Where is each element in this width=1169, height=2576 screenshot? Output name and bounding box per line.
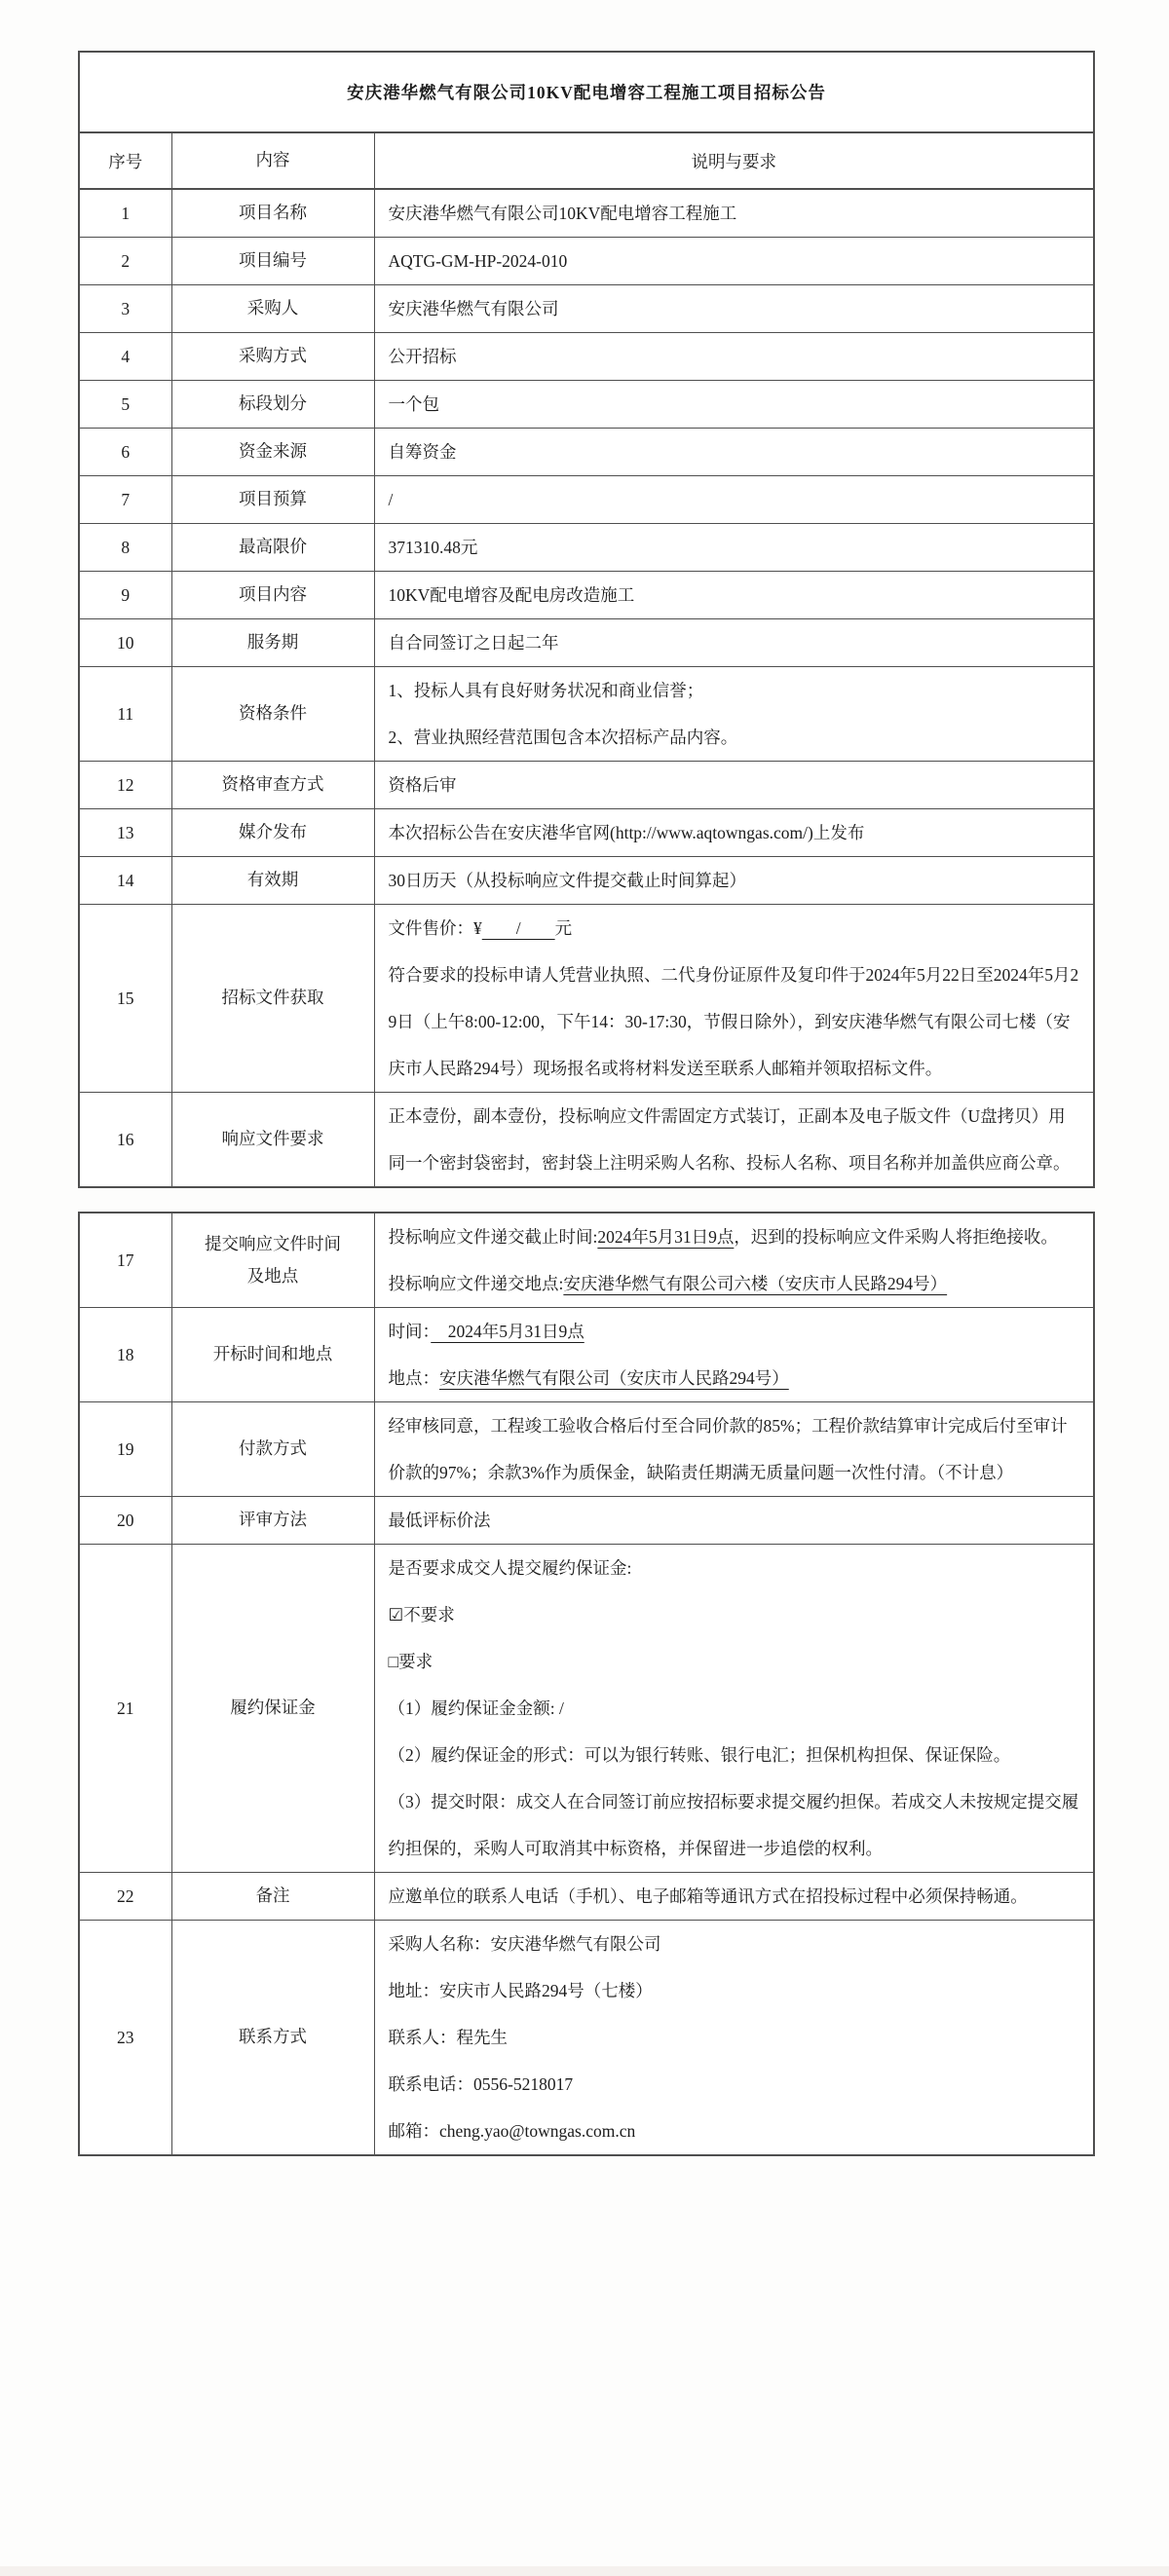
row-description	[374, 1497, 1094, 1545]
row-label: 评审方法	[171, 1497, 374, 1545]
row-number: 19	[79, 1402, 171, 1497]
text-segment: 采购人名称：安庆港华燃气有限公司	[388, 1934, 661, 1954]
row-number: 15	[79, 905, 171, 1093]
table-header-row	[79, 132, 1094, 189]
table-row	[79, 285, 1094, 333]
table-row	[79, 1093, 1094, 1188]
description-paragraph	[389, 1308, 1080, 1355]
text-segment: （3）提交时限：成交人在合同签订前应按招标要求提交履约担保。若成交人未按规定提交履约担保的，采购人可取消其中标资格，并保留进一步追偿的权利。	[388, 1792, 1079, 1858]
description-paragraph	[389, 1921, 1080, 1967]
text-segment: ☑不要求	[388, 1605, 455, 1624]
table-row	[79, 1873, 1094, 1921]
tender-table-continued	[78, 1212, 1095, 2156]
row-label: 项目编号	[171, 238, 374, 285]
row-label: 资格审查方式	[171, 762, 374, 809]
description-paragraph	[389, 476, 1080, 523]
tender-table-main	[78, 51, 1095, 1188]
text-segment: （2）履约保证金的形式：可以为银行转账、银行电汇；担保机构担保、保证保险。	[388, 1745, 1011, 1765]
column-header-no: 序号	[79, 132, 171, 189]
text-segment: 元	[554, 918, 573, 938]
row-description	[374, 762, 1094, 809]
row-label: 采购方式	[171, 333, 374, 381]
row-label: 有效期	[171, 857, 374, 905]
row-number: 2	[79, 238, 171, 285]
description-paragraph	[389, 1355, 1080, 1401]
text-segment: 安庆港华燃气有限公司10KV配电增容工程施工	[388, 204, 737, 223]
row-description	[374, 809, 1094, 857]
row-description	[374, 1213, 1094, 1308]
description-paragraph	[389, 2061, 1080, 2108]
row-label: 资格条件	[171, 667, 374, 762]
table-row	[79, 1213, 1094, 1308]
row-label: 最高限价	[171, 524, 374, 572]
underlined-text: 安庆港华燃气有限公司（安庆市人民路294号）	[439, 1368, 789, 1388]
row-number: 13	[79, 809, 171, 857]
row-description	[374, 429, 1094, 476]
row-description	[374, 333, 1094, 381]
text-segment: /	[388, 490, 394, 509]
description-paragraph	[389, 1873, 1080, 1920]
row-label: 项目名称	[171, 189, 374, 238]
row-number: 3	[79, 285, 171, 333]
text-segment: 时间：	[388, 1322, 432, 1341]
table-row	[79, 381, 1094, 429]
row-number: 4	[79, 333, 171, 381]
description-paragraph	[389, 905, 1080, 952]
table-row	[79, 1921, 1094, 2156]
text-segment: 10KV配电增容及配电房改造施工	[388, 585, 635, 605]
table-row	[79, 1402, 1094, 1497]
row-description	[374, 857, 1094, 905]
text-segment: 符合要求的投标申请人凭营业执照、二代身份证原件及复印件于2024年5月22日至2024年5月29日（上午8:00-12:00，下午14：30-17:30，节假日除外），到安庆港华燃气有限公司七楼（安庆市人民路294号）现场报名或将材料发送至联系人邮箱并领取招标文件。	[388, 965, 1079, 1078]
description-paragraph	[389, 524, 1080, 571]
text-segment: 最低评标价法	[388, 1511, 491, 1530]
description-paragraph	[389, 1591, 1080, 1638]
table-row	[79, 905, 1094, 1093]
row-number: 18	[79, 1308, 171, 1402]
table-row	[79, 476, 1094, 524]
row-number: 6	[79, 429, 171, 476]
description-paragraph	[389, 429, 1080, 475]
description-paragraph	[389, 809, 1080, 856]
description-paragraph	[389, 1638, 1080, 1685]
text-segment: 一个包	[388, 394, 439, 414]
text-segment: 自合同签订之日起二年	[388, 633, 559, 653]
text-segment: 邮箱：cheng.yao@towngas.com.cn	[388, 2121, 636, 2141]
row-label: 提交响应文件时间及地点	[171, 1213, 374, 1308]
row-description	[374, 1873, 1094, 1921]
row-number: 16	[79, 1093, 171, 1188]
row-label: 响应文件要求	[171, 1093, 374, 1188]
row-number: 23	[79, 1921, 171, 2156]
text-segment: 正本壹份，副本壹份，投标响应文件需固定方式装订，正副本及电子版文件（U盘拷贝）用同一个密封袋密封，密封袋上注明采购人名称、投标人名称、项目名称并加盖供应商公章。	[388, 1106, 1071, 1173]
text-segment: 公开招标	[388, 347, 457, 366]
table-row	[79, 1497, 1094, 1545]
text-segment: 本次招标公告在安庆港华官网(http://www.aqtowngas.com/)上发布	[388, 823, 865, 842]
row-label: 备注	[171, 1873, 374, 1921]
row-number: 9	[79, 572, 171, 619]
text-segment: 资格后审	[388, 775, 457, 795]
text-segment: 是否要求成交人提交履约保证金:	[388, 1558, 632, 1578]
row-number: 12	[79, 762, 171, 809]
description-paragraph	[389, 619, 1080, 666]
description-paragraph	[389, 714, 1080, 761]
description-paragraph	[389, 572, 1080, 618]
table-row	[79, 1545, 1094, 1873]
underlined-text: 2024年5月31日9点	[597, 1227, 735, 1247]
text-segment: 2、营业执照经营范围包含本次招标产品内容。	[388, 728, 738, 747]
column-header-desc: 说明与要求	[374, 132, 1094, 189]
row-description	[374, 1402, 1094, 1497]
table-row	[79, 572, 1094, 619]
text-segment: 应邀单位的联系人电话（手机）、电子邮箱等通讯方式在招投标过程中必须保持畅通。	[388, 1886, 1028, 1906]
row-description	[374, 1921, 1094, 2156]
text-segment: 自筹资金	[388, 442, 457, 462]
row-number: 17	[79, 1213, 171, 1308]
description-paragraph	[389, 1732, 1080, 1778]
table-row	[79, 762, 1094, 809]
row-label: 资金来源	[171, 429, 374, 476]
text-segment: 30日历天（从投标响应文件提交截止时间算起）	[388, 871, 746, 890]
row-number: 11	[79, 667, 171, 762]
description-paragraph	[389, 285, 1080, 332]
text-segment: AQTG-GM-HP-2024-010	[388, 251, 568, 271]
row-label: 项目内容	[171, 572, 374, 619]
row-label: 开标时间和地点	[171, 1308, 374, 1402]
row-number: 1	[79, 189, 171, 238]
row-description	[374, 1545, 1094, 1873]
table-row	[79, 857, 1094, 905]
underlined-text: 安庆港华燃气有限公司六楼（安庆市人民路294号）	[563, 1274, 948, 1293]
description-paragraph	[389, 1402, 1080, 1496]
description-paragraph	[389, 2014, 1080, 2061]
text-segment: 联系人：程先生	[388, 2028, 508, 2047]
text-segment: （1）履约保证金金额: /	[388, 1699, 564, 1718]
page-title: 安庆港华燃气有限公司10KV配电增容工程施工项目招标公告	[79, 52, 1094, 132]
text-segment: 经审核同意，工程竣工验收合格后付至合同价款的85%；工程价款结算审计完成后付至审计价款的97%；余款3%作为质保金，缺陷责任期满无质量问题一次性付清。（不计息）	[388, 1416, 1068, 1482]
row-description	[374, 1093, 1094, 1188]
row-label: 标段划分	[171, 381, 374, 429]
text-segment: □要求	[388, 1652, 434, 1671]
row-label: 服务期	[171, 619, 374, 667]
text-segment: 1、投标人具有良好财务状况和商业信誉；	[388, 681, 704, 700]
description-paragraph	[389, 1213, 1080, 1260]
description-paragraph	[389, 667, 1080, 714]
text-segment: 地点：	[388, 1368, 439, 1388]
row-number: 20	[79, 1497, 171, 1545]
row-description	[374, 667, 1094, 762]
table-row	[79, 429, 1094, 476]
row-label: 付款方式	[171, 1402, 374, 1497]
table-row	[79, 333, 1094, 381]
table-row	[79, 238, 1094, 285]
description-paragraph	[389, 1545, 1080, 1591]
description-paragraph	[389, 857, 1080, 904]
table-row	[79, 189, 1094, 238]
description-paragraph	[389, 1497, 1080, 1544]
description-paragraph	[389, 952, 1080, 1092]
description-paragraph	[389, 333, 1080, 380]
text-segment: ，迟到的投标响应文件采购人将拒绝接收。	[734, 1227, 1058, 1247]
row-description	[374, 1308, 1094, 1402]
row-description	[374, 524, 1094, 572]
table-gap	[0, 1188, 1169, 1212]
underlined-text: /	[481, 918, 555, 938]
row-description	[374, 381, 1094, 429]
table-row	[79, 667, 1094, 762]
row-number: 8	[79, 524, 171, 572]
title-row	[79, 52, 1094, 132]
row-number: 21	[79, 1545, 171, 1873]
row-label: 招标文件获取	[171, 905, 374, 1093]
row-number: 7	[79, 476, 171, 524]
row-description	[374, 238, 1094, 285]
description-paragraph	[389, 381, 1080, 428]
row-description	[374, 476, 1094, 524]
column-header-content: 内容	[171, 132, 374, 189]
row-label: 媒介发布	[171, 809, 374, 857]
description-paragraph	[389, 1778, 1080, 1872]
row-description	[374, 619, 1094, 667]
row-number: 14	[79, 857, 171, 905]
description-paragraph	[389, 1685, 1080, 1732]
row-label: 项目预算	[171, 476, 374, 524]
row-label: 履约保证金	[171, 1545, 374, 1873]
row-description	[374, 572, 1094, 619]
text-segment: 地址：安庆市人民路294号（七楼）	[388, 1981, 653, 2000]
row-label: 采购人	[171, 285, 374, 333]
text-segment: 文件售价：¥	[388, 918, 482, 938]
text-segment: 安庆港华燃气有限公司	[388, 299, 559, 318]
description-paragraph	[389, 1260, 1080, 1307]
bottom-bar	[0, 2566, 1169, 2576]
description-paragraph	[389, 190, 1080, 237]
text-segment: 投标响应文件递交截止时间:	[388, 1227, 598, 1247]
description-paragraph	[389, 1967, 1080, 2014]
row-number: 5	[79, 381, 171, 429]
row-number: 22	[79, 1873, 171, 1921]
row-label: 联系方式	[171, 1921, 374, 2156]
table-row	[79, 809, 1094, 857]
row-description	[374, 189, 1094, 238]
table-row	[79, 524, 1094, 572]
row-description	[374, 905, 1094, 1093]
description-paragraph	[389, 2108, 1080, 2154]
table-row	[79, 619, 1094, 667]
table-row	[79, 1308, 1094, 1402]
description-paragraph	[389, 238, 1080, 284]
row-description	[374, 285, 1094, 333]
text-segment: 投标响应文件递交地点:	[388, 1274, 564, 1293]
description-paragraph	[389, 1093, 1080, 1186]
text-segment: 371310.48元	[388, 538, 478, 557]
underlined-text: 2024年5月31日9点	[431, 1322, 584, 1341]
text-segment: 联系电话：0556-5218017	[388, 2074, 574, 2094]
description-paragraph	[389, 762, 1080, 808]
row-number: 10	[79, 619, 171, 667]
